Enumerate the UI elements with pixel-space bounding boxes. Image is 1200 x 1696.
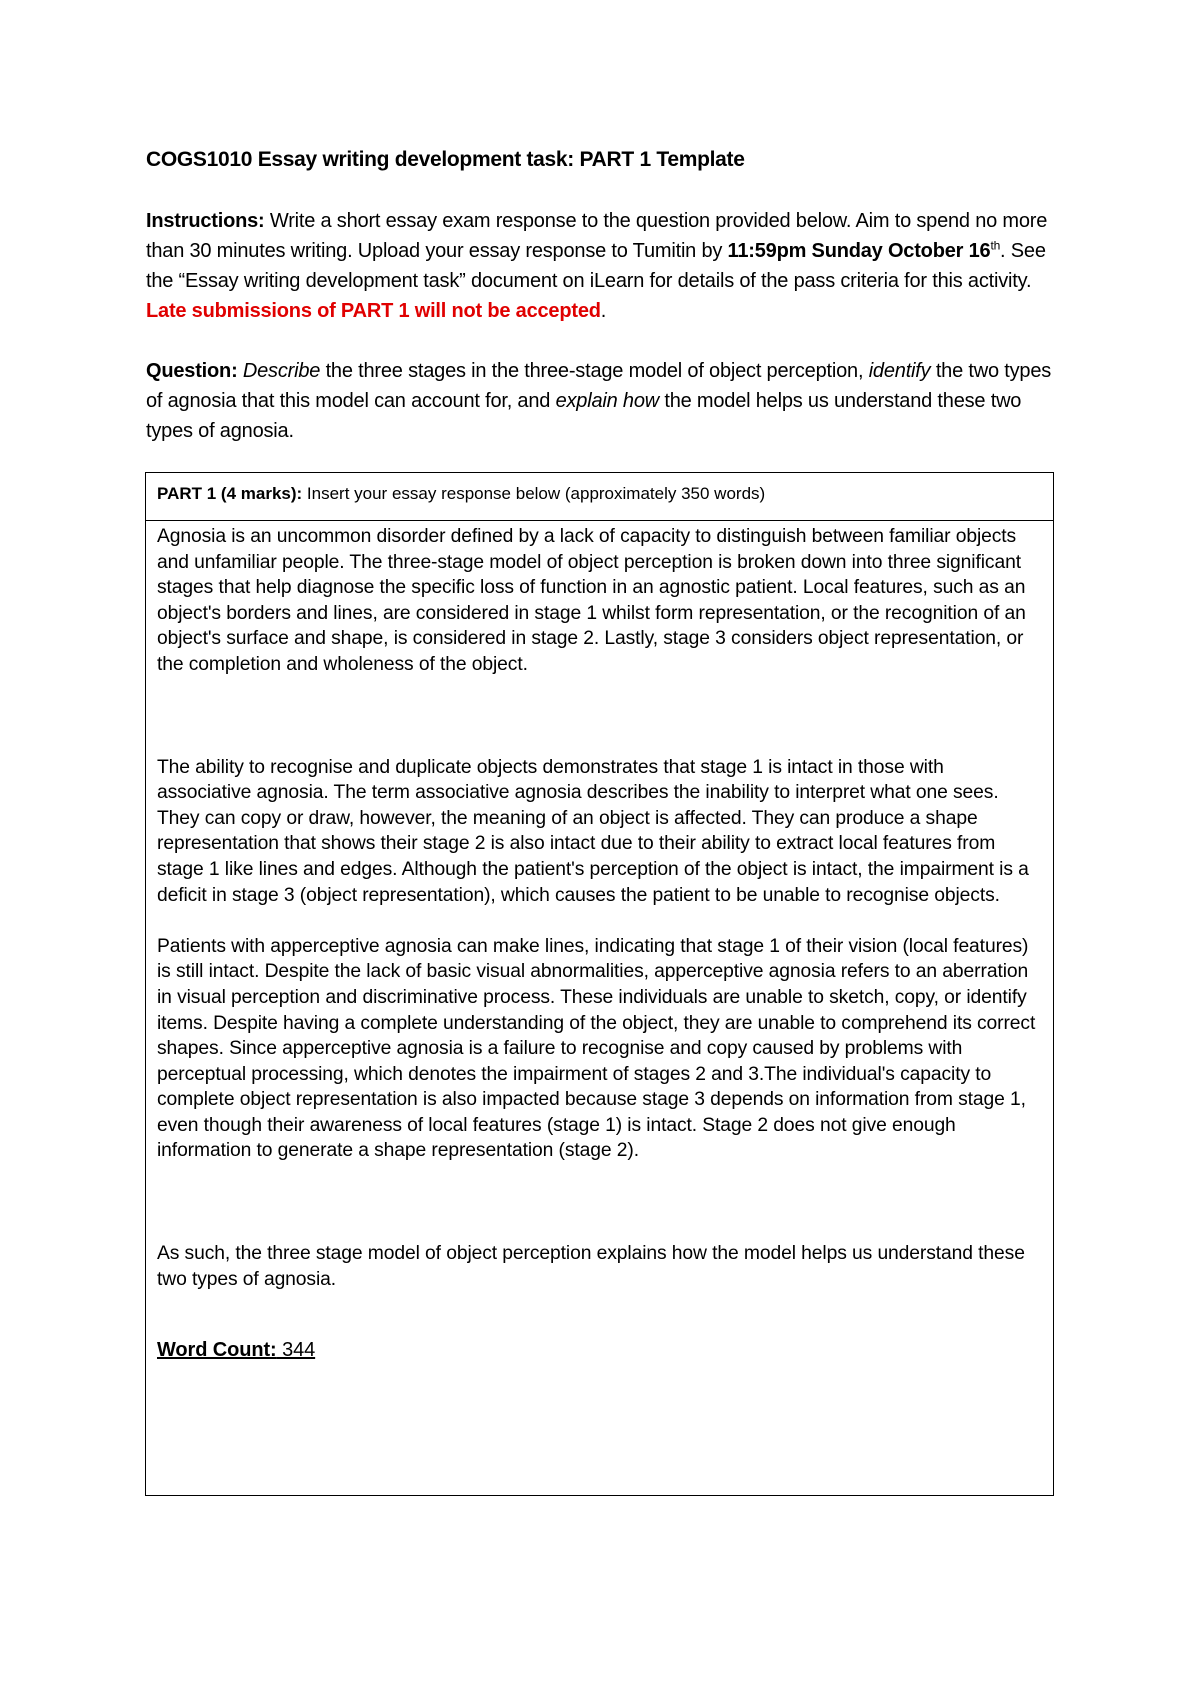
instructions-paragraph — [146, 206, 1066, 326]
word-count — [157, 1338, 1042, 1364]
deadline-suffix: th — [990, 238, 1001, 253]
essay-paragraph-4: As such, the three stage model of object perception explains how the model helps us understand these two types of agnosia. — [157, 1243, 1025, 1290]
instructions-label: Instructions: — [146, 210, 265, 232]
part-instruction-text: Insert your essay response below (approximately 350 words) — [302, 484, 766, 503]
question-describe: Describe — [242, 360, 321, 382]
question-text-2: the two types of agnosia that this model can account for, and — [146, 360, 1052, 412]
response-table-header — [146, 473, 1053, 521]
instructions-text-2: . See the “Essay writing development task” document on iLearn for details of the pass criteria for this activity. — [146, 240, 1046, 292]
word-count-value: 344 — [276, 1339, 316, 1362]
essay-response-area[interactable] — [146, 521, 1053, 1495]
document-title: COGS1010 Essay writing development task: PART 1 Template — [146, 148, 745, 171]
response-table — [145, 472, 1054, 1496]
word-count-label: Word Count: — [157, 1339, 277, 1362]
question-paragraph — [146, 356, 1066, 446]
question-label: Question: — [146, 360, 238, 382]
late-submission-notice: Late submissions of PART 1 will not be accepted — [146, 300, 601, 322]
question-text-1: the three stages in the three-stage model of object perception, — [320, 360, 869, 382]
question-text-3: the model helps us understand these two types of agnosia. — [146, 390, 1022, 442]
question-explain: explain how — [555, 390, 659, 412]
part-marks-label: PART 1 (4 marks): — [157, 484, 303, 503]
question-identify: identify — [868, 360, 931, 382]
essay-paragraph-3: Patients with apperceptive agnosia can make lines, indicating that stage 1 of their vision (local features) is still intact. Despite the lack of basic visual abnormalities, apperceptive agnosia refers to an aberration in visual perception and discriminative process. These individuals are unable to sketch, copy, or identify items. Despite having a complete understanding of the object, they are unable to comprehend its correct shapes. Since apperceptive agnosia is a failure to recognise and copy caused by problems with perceptual processing, which denotes the impairment of stages 2 and 3.The individual's capacity to complete object representation is also impacted because stage 3 depends on information from stage 1, even though their awareness of local features (stage 1) is intact. Stage 2 does not give enough information to generate a shape representation (stage 2). — [157, 935, 1036, 1162]
instructions-text-1: Write a short essay exam response to the question provided below. Aim to spend no more than 30 minutes writing. Upload your essay response to Tumitin by — [146, 210, 1048, 262]
essay-paragraph-1: Agnosia is an uncommon disorder defined by a lack of capacity to distinguish between familiar objects and unfamiliar people. The three-stage model of object perception is broken down into three significant stages that help diagnose the specific loss of function in an agnostic patient. Local features, such as an object's borders and lines, are considered in stage 1 whilst form representation, or the recognition of an object's surface and shape, is considered in stage 2. Lastly, stage 3 considers object representation, or the completion and wholeness of the object. — [157, 526, 1026, 675]
deadline: 11:59pm Sunday October 16 — [727, 240, 991, 262]
essay-paragraph-2: The ability to recognise and duplicate objects demonstrates that stage 1 is intact in those with associative agnosia. The term associative agnosia describes the inability to interpret what one sees. They can copy or draw, however, the meaning of an object is affected. They can produce a shape representation that shows their stage 2 is also intact due to their ability to extract local features from stage 1 like lines and edges. Although the patient's perception of the object is intact, the impairment is a deficit in stage 3 (object representation), which causes the patient to be unable to recognise objects. — [157, 756, 1029, 906]
instructions-end: . — [600, 300, 607, 322]
